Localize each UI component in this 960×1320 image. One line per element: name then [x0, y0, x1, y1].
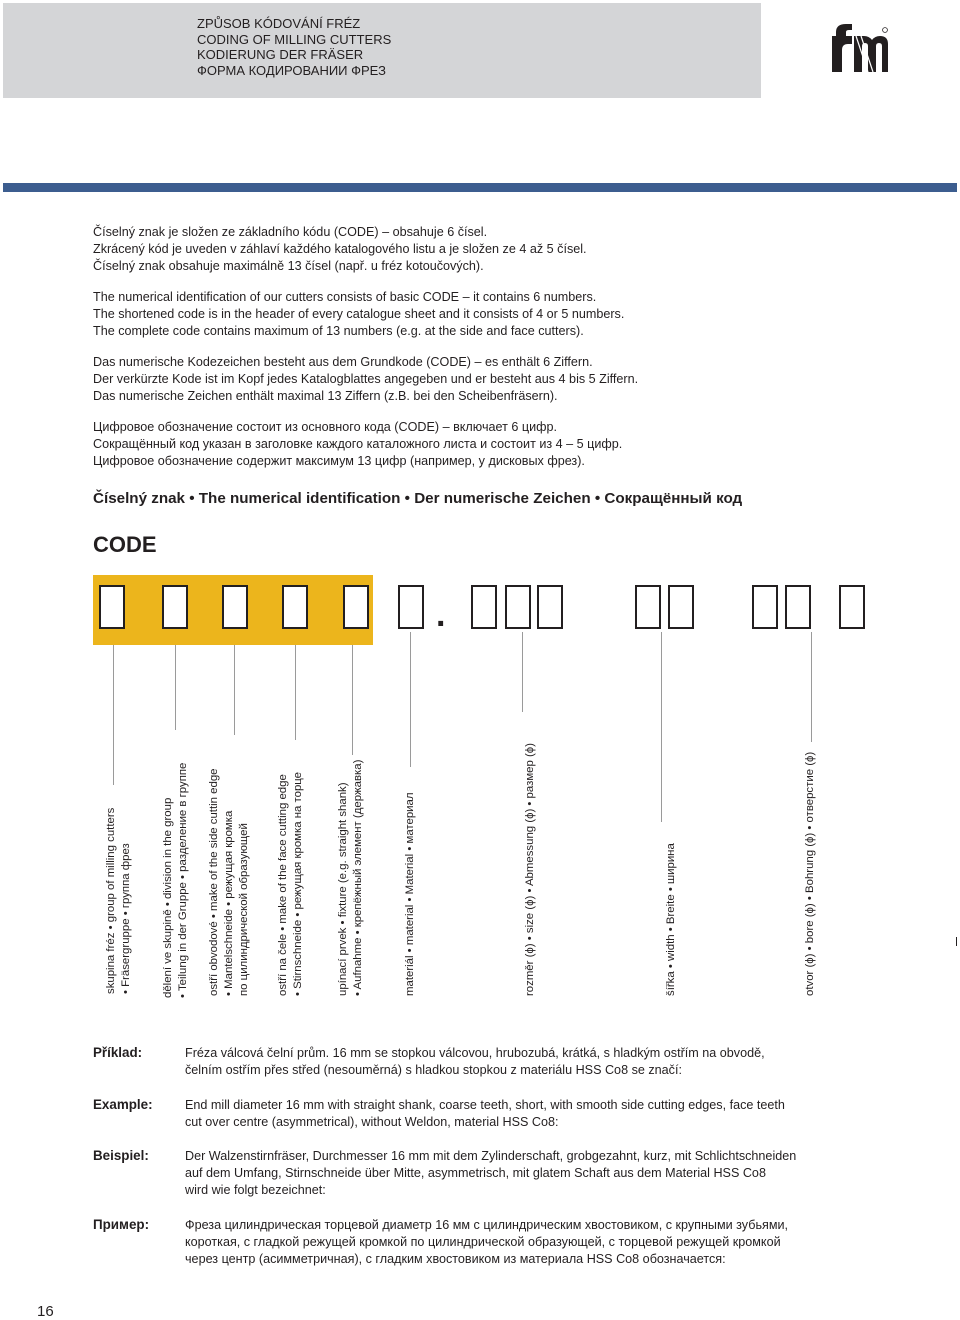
- page-number: 16: [37, 1303, 54, 1320]
- intro-paragraph-cz: Číselný znak je složen ze základního kódu (CODE) – obsahuje 6 čísel. Zkrácený kód je uveden v záhlaví každého katalogového listu a je složen ze 4 až 5 čísel. Číselný znak obsahuje maximálně 13 čísel (např. u fréz kotoučových).: [93, 225, 587, 273]
- example-text-cz: Fréza válcová čelní prům. 16 mm se stopkou válcovou, hrubozubá, krátká, s hladkým ostřím na obvodě, čelním ostřím přes střed (nesouměrná) s hladkou stopkou z materiálu HSS Co8 se značí:: [185, 1046, 765, 1077]
- header-rule: [3, 183, 957, 192]
- connector-line: [295, 645, 296, 740]
- code-digit-box: [505, 585, 531, 629]
- intro-paragraph-ru: Цифровое обозначение состоит из основного кода (CODE) – включает 6 цифр. Сокращённый код указан в заголовке каждого каталожного листа и состоит из 4 – 5 цифр. Цифровое обозначение содержит максимум 13 цифр (например, у дисковых фрез).: [93, 420, 623, 468]
- label-material: materiál • material • Material • материал: [404, 792, 416, 996]
- margin-mark: [956, 937, 957, 946]
- code-digit-box: [635, 585, 661, 629]
- code-digit-box: [162, 585, 188, 629]
- connector-line: [811, 632, 812, 742]
- code-digit-box: [282, 585, 308, 629]
- example-label-cz: Příklad:: [93, 1045, 143, 1060]
- code-digit-box: [668, 585, 694, 629]
- code-title: CODE: [93, 532, 157, 557]
- label-side-cutting-edge: ostří obvodové • make of the side cuttin edge • Mantelschneide • режущая кромка по цилиндрической образующей: [208, 768, 250, 996]
- connector-line: [113, 645, 114, 785]
- header-titles: [197, 16, 391, 78]
- connector-line: [410, 632, 411, 767]
- connector-line: [522, 632, 523, 712]
- example-text-ru: Фреза цилиндрическая торцевой диаметр 16 мм с цилиндрическим хвостовиком, с крупными зубьями, короткая, с гладкой режущей кромкой по цилиндрической образующей, с торцевой режущей кромкой через центр (асимметричная), с гладким хвостовиком из материала HSS Co8 обозначается:: [185, 1218, 789, 1266]
- example-label-en: Example:: [93, 1097, 153, 1112]
- label-size: rozměr (ϕ) • size (ϕ) • Abmessung (ϕ) • размер (ϕ): [524, 743, 536, 996]
- code-separator: .: [436, 596, 446, 634]
- connector-line: [175, 645, 176, 730]
- header-title-cz: ZPŮSOB KÓDOVÁNÍ FRÉZ: [197, 16, 361, 31]
- code-digit-box: [839, 585, 865, 629]
- connector-line: [661, 632, 662, 822]
- connector-line: [234, 645, 235, 735]
- fm-logo: [828, 22, 888, 76]
- connector-line: [352, 645, 353, 755]
- code-digit-box: [752, 585, 778, 629]
- code-digit-box: [222, 585, 248, 629]
- code-digit-box: [785, 585, 811, 629]
- section-title: Číselný znak • The numerical identification • Der numerische Zeichen • Сокращённый код: [93, 490, 743, 507]
- code-digit-box: [398, 585, 424, 629]
- example-text-en: End mill diameter 16 mm with straight shank, coarse teeth, short, with smooth side cutting edges, face teeth cut over centre (asymmetrical), without Weldon, material HSS Co8:: [185, 1098, 785, 1129]
- header-title-en: CODING OF MILLING CUTTERS: [197, 31, 392, 47]
- label-division-in-group: dělení ve skupině • division in the group • Teilung in der Gruppe • разделение в группе: [162, 762, 189, 998]
- label-face-cutting-edge: ostří na čele • make of the face cutting edge • Stirnschneide • режущая кромка на торце: [277, 771, 304, 996]
- code-digit-box: [537, 585, 563, 629]
- label-cutter-group: skupina fréz • group of milling cutters • Fräsergruppe • группа фрез: [105, 807, 132, 994]
- example-text-de: Der Walzenstirnfräser, Durchmesser 16 mm mit dem Zylinderschaft, grobgezahnt, kurz, mit Schlichtschneiden auf dem Umfang, Stirnschneide über Mitte, asymmetrisch, mit glatem Schaft aus dem Material HSS Co8 wird wie folgt bezeichnet:: [185, 1149, 797, 1197]
- example-label-ru: Пример:: [93, 1217, 150, 1232]
- label-width: šířka • width • Breite • ширина: [665, 843, 677, 996]
- header-title-de: KODIERUNG DER FRÄSER: [197, 47, 364, 62]
- intro-paragraph-de: Das numerische Kodezeichen besteht aus dem Grundkode (CODE) – es enthält 6 Ziffern. Der verkürzte Kode ist im Kopf jedes Katalogblattes angegeben und er besteht aus 4 bis 5 Ziffern. Das numerische Zeichen enthält maximal 13 Ziffern (z.B. bei den Scheibenfräsern).: [93, 355, 639, 403]
- header-title-ru: ФОРМА КОДИРОВАНИИ ФРЕЗ: [197, 62, 386, 78]
- code-digit-box: [343, 585, 369, 629]
- example-label-de: Beispiel:: [93, 1148, 149, 1163]
- intro-paragraph-en: The numerical identification of our cutters consists of basic CODE – it contains 6 numbers. The shortened code is in the header of every catalogue sheet and it consists of 4 or 5 numbers. The complete code contains maximum of 13 numbers (e.g. at the side and face cutters).: [93, 290, 625, 338]
- label-fixture: upínací prvek • fixture (e.g. straight shank) • Aufnahme • крепёжный элемент (державка): [337, 759, 364, 996]
- code-digit-box: [99, 585, 125, 629]
- intro-text: [93, 224, 913, 484]
- label-bore: otvor (ϕ) • bore (ϕ) • Bohrung (ϕ) • отверстие (ϕ): [804, 751, 816, 996]
- code-digit-box: [471, 585, 497, 629]
